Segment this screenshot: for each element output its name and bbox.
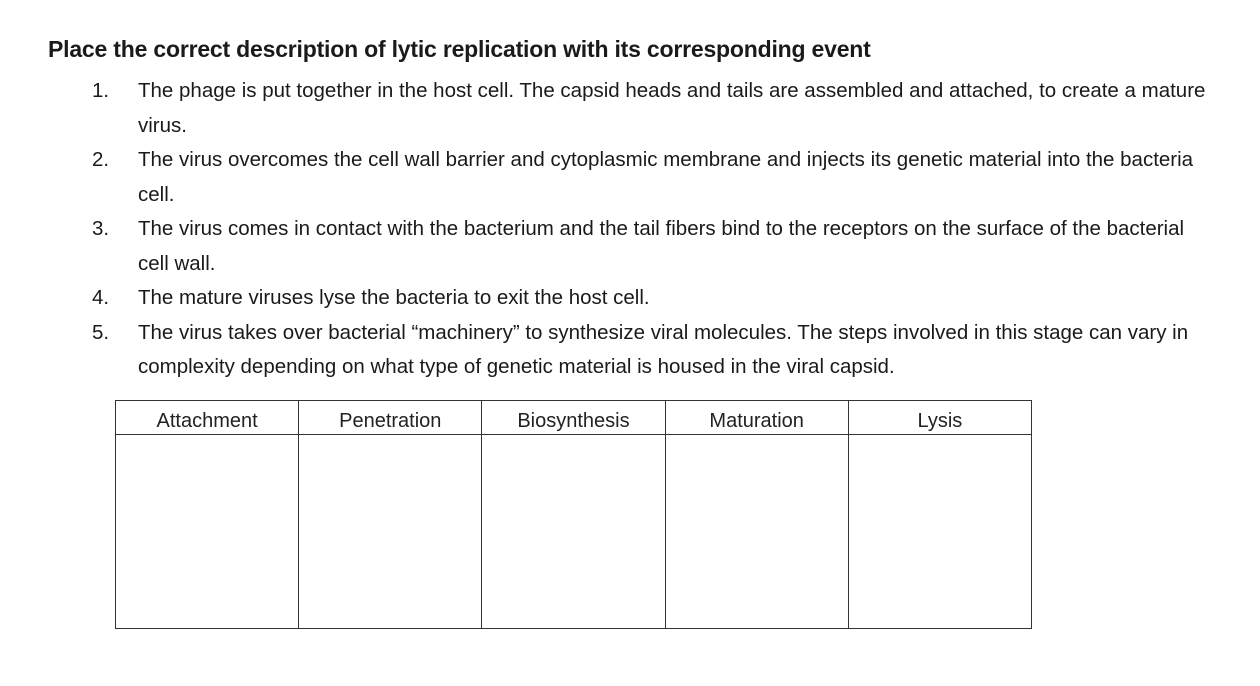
list-item [92,74,1212,143]
list-item [92,316,1212,385]
list-item-text: The phage is put together in the host cell. The capsid heads and tails are assembled and attached, to create a mature virus. [138,79,1206,137]
column-header-lysis: Lysis [848,401,1031,435]
list-item [92,281,1212,316]
column-header-penetration: Penetration [299,401,482,435]
list-item-number: 4. [92,286,110,309]
answer-cell-biosynthesis[interactable] [482,435,665,629]
list-item [92,212,1212,281]
answer-cell-attachment[interactable] [116,435,299,629]
list-item-number: 3. [92,217,110,240]
answer-cell-lysis[interactable] [848,435,1031,629]
list-item-text: The mature viruses lyse the bacteria to exit the host cell. [138,286,650,309]
list-item-text: The virus comes in contact with the bacterium and the tail fibers bind to the receptors on the surface of the bacterial cell wall. [138,217,1185,275]
event-table [115,400,1032,629]
column-header-attachment: Attachment [116,401,299,435]
description-list [92,74,1212,385]
list-item-number: 2. [92,148,110,171]
list-item-number: 5. [92,320,110,344]
page-title: Place the correct description of lytic replication with its corresponding event [48,36,871,62]
list-item-text: The virus overcomes the cell wall barrier and cytoplasmic membrane and injects its genetic material into the bacteria cell. [138,148,1194,206]
list-item [92,143,1212,212]
list-item-number: 1. [92,79,110,102]
column-header-maturation: Maturation [665,401,848,435]
list-item-text: The virus takes over bacterial “machinery” to synthesize viral molecules. The steps involved in this stage can vary in complexity depending on what type of genetic material is housed in the viral capsid. [138,320,1189,378]
answer-cell-penetration[interactable] [299,435,482,629]
column-header-biosynthesis: Biosynthesis [482,401,665,435]
table-header-row [116,401,1032,435]
table-row [116,435,1032,629]
answer-cell-maturation[interactable] [665,435,848,629]
